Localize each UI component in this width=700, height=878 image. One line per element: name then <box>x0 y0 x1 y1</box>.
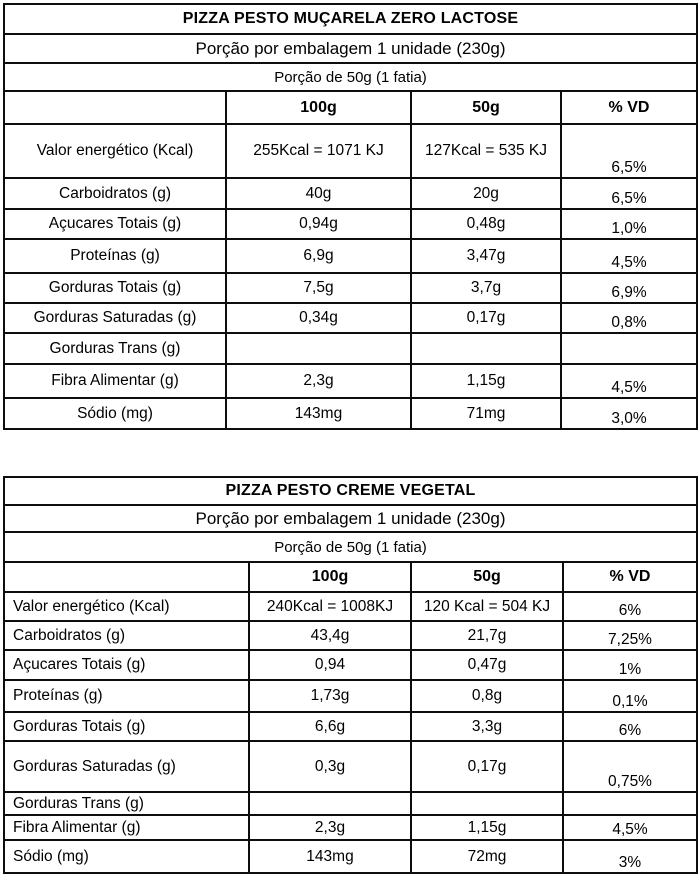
value-50g: 0,48g <box>411 209 561 239</box>
table-title: PIZZA PESTO MUÇARELA ZERO LACTOSE <box>4 4 697 34</box>
nutrition-table-creme-vegetal <box>3 476 698 874</box>
value-100g: 43,4g <box>249 621 411 650</box>
value-50g: 21,7g <box>411 621 563 650</box>
value-50g: 0,8g <box>411 680 563 712</box>
table-row <box>4 592 697 621</box>
package-serving-text: Porção por embalagem 1 unidade (230g) <box>4 34 697 63</box>
value-100g <box>226 333 411 364</box>
value-100g: 40g <box>226 178 411 209</box>
value-100g: 0,34g <box>226 303 411 333</box>
value-vd: 6,9% <box>561 273 697 303</box>
value-100g: 240Kcal = 1008KJ <box>249 592 411 621</box>
value-100g: 143mg <box>226 398 411 429</box>
value-vd: 4,5% <box>561 239 697 273</box>
table-title: PIZZA PESTO CREME VEGETAL <box>4 477 697 505</box>
value-100g: 0,94 <box>249 650 411 680</box>
table-row <box>4 364 697 398</box>
table-row <box>4 792 697 815</box>
row-label: Fibra Alimentar (g) <box>4 815 249 840</box>
value-vd: 6% <box>563 712 697 741</box>
value-50g: 72mg <box>411 840 563 873</box>
row-label: Gorduras Trans (g) <box>4 333 226 364</box>
value-50g: 0,47g <box>411 650 563 680</box>
column-header-100g: 100g <box>249 562 411 592</box>
table-row <box>4 815 697 840</box>
value-50g <box>411 333 561 364</box>
slice-serving-text: Porção de 50g (1 fatia) <box>4 532 697 562</box>
value-vd: 1% <box>563 650 697 680</box>
table-row <box>4 333 697 364</box>
column-header-vd: % VD <box>563 562 697 592</box>
table-row <box>4 209 697 239</box>
value-vd: 7,25% <box>563 621 697 650</box>
column-header-empty <box>4 91 226 124</box>
table-row <box>4 239 697 273</box>
column-header-50g: 50g <box>411 91 561 124</box>
package-serving-text: Porção por embalagem 1 unidade (230g) <box>4 505 697 532</box>
row-label: Valor energético (Kcal) <box>4 592 249 621</box>
value-50g: 3,47g <box>411 239 561 273</box>
row-label: Carboidratos (g) <box>4 178 226 209</box>
value-50g: 3,3g <box>411 712 563 741</box>
value-100g: 143mg <box>249 840 411 873</box>
table-row <box>4 741 697 792</box>
value-vd: 0,8% <box>561 303 697 333</box>
value-100g: 2,3g <box>226 364 411 398</box>
value-100g: 2,3g <box>249 815 411 840</box>
row-label: Valor energético (Kcal) <box>4 124 226 178</box>
row-label: Açucares Totais (g) <box>4 209 226 239</box>
column-header-100g: 100g <box>226 91 411 124</box>
value-50g: 0,17g <box>411 303 561 333</box>
row-label: Gorduras Saturadas (g) <box>4 303 226 333</box>
table-row <box>4 680 697 712</box>
value-50g: 20g <box>411 178 561 209</box>
value-vd <box>561 333 697 364</box>
column-header-empty <box>4 562 249 592</box>
value-50g: 120 Kcal = 504 KJ <box>411 592 563 621</box>
slice-serving-text: Porção de 50g (1 fatia) <box>4 63 697 91</box>
row-label: Gorduras Saturadas (g) <box>4 741 249 792</box>
row-label: Açucares Totais (g) <box>4 650 249 680</box>
value-50g: 0,17g <box>411 741 563 792</box>
value-100g: 0,3g <box>249 741 411 792</box>
row-label: Proteínas (g) <box>4 239 226 273</box>
table-row <box>4 178 697 209</box>
row-label: Fibra Alimentar (g) <box>4 364 226 398</box>
nutrition-table-zero-lactose <box>3 3 698 430</box>
value-vd <box>563 792 697 815</box>
value-vd: 0,1% <box>563 680 697 712</box>
value-100g <box>249 792 411 815</box>
value-100g: 0,94g <box>226 209 411 239</box>
value-50g <box>411 792 563 815</box>
row-label: Gorduras Totais (g) <box>4 273 226 303</box>
value-vd: 3% <box>563 840 697 873</box>
table-row <box>4 840 697 873</box>
value-100g: 6,9g <box>226 239 411 273</box>
value-50g: 1,15g <box>411 815 563 840</box>
value-vd: 1,0% <box>561 209 697 239</box>
column-header-50g: 50g <box>411 562 563 592</box>
table-row <box>4 273 697 303</box>
row-label: Sódio (mg) <box>4 398 226 429</box>
table-row <box>4 650 697 680</box>
table-row <box>4 124 697 178</box>
value-50g: 127Kcal = 535 KJ <box>411 124 561 178</box>
table-row <box>4 398 697 429</box>
value-100g: 255Kcal = 1071 KJ <box>226 124 411 178</box>
value-vd: 0,75% <box>563 741 697 792</box>
table-row <box>4 303 697 333</box>
row-label: Gorduras Totais (g) <box>4 712 249 741</box>
table-row <box>4 712 697 741</box>
value-vd: 6,5% <box>561 124 697 178</box>
row-label: Sódio (mg) <box>4 840 249 873</box>
column-header-vd: % VD <box>561 91 697 124</box>
value-50g: 71mg <box>411 398 561 429</box>
value-vd: 6,5% <box>561 178 697 209</box>
value-100g: 1,73g <box>249 680 411 712</box>
value-50g: 1,15g <box>411 364 561 398</box>
value-50g: 3,7g <box>411 273 561 303</box>
value-100g: 7,5g <box>226 273 411 303</box>
value-vd: 4,5% <box>563 815 697 840</box>
value-100g: 6,6g <box>249 712 411 741</box>
row-label: Proteínas (g) <box>4 680 249 712</box>
value-vd: 4,5% <box>561 364 697 398</box>
table-row <box>4 621 697 650</box>
row-label: Carboidratos (g) <box>4 621 249 650</box>
row-label: Gorduras Trans (g) <box>4 792 249 815</box>
value-vd: 6% <box>563 592 697 621</box>
tables-gap <box>3 430 696 476</box>
value-vd: 3,0% <box>561 398 697 429</box>
